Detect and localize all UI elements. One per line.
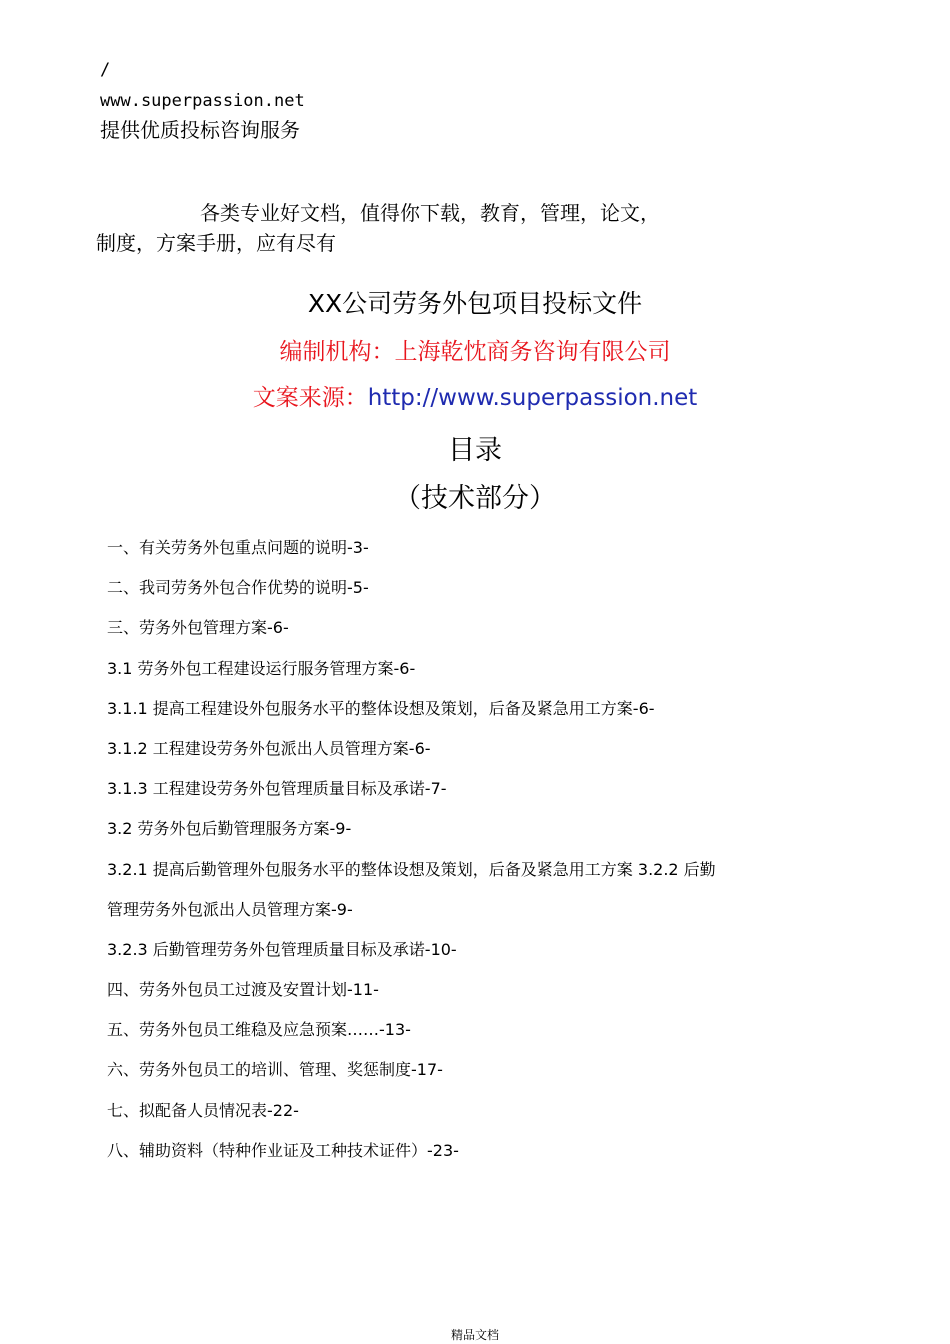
toc-item[interactable]: 一、有关劳务外包重点问题的说明-3-: [107, 538, 369, 557]
toc-item[interactable]: 3.1.3 工程建设劳务外包管理质量目标及承诺-7-: [107, 779, 447, 799]
toc-heading: 目录: [448, 435, 502, 466]
source-label: 文案来源：: [252, 385, 368, 411]
page-footer: 精品文档: [450, 1328, 499, 1342]
toc-item[interactable]: 3.1 劳务外包工程建设运行服务管理方案-6-: [107, 658, 416, 678]
document-title: XX公司劳务外包项目投标文件: [307, 289, 643, 318]
toc-item[interactable]: 四、劳务外包员工过渡及安置计划-11-: [107, 980, 379, 1000]
toc-item[interactable]: 二、我司劳务外包合作优势的说明-5-: [107, 578, 369, 598]
intro-line-2: 制度，方案手册，应有尽有: [96, 231, 336, 255]
toc-item[interactable]: 六、劳务外包员工的培训、管理、奖惩制度-17-: [107, 1060, 443, 1080]
header-tagline: 提供优质投标咨询服务: [100, 118, 300, 142]
toc-item[interactable]: 3.2 劳务外包后勤管理服务方案-9-: [107, 819, 352, 839]
toc-item[interactable]: 五、劳务外包员工维稳及应急预案……-13-: [107, 1020, 411, 1040]
compiler-line: 编制机构：上海乾忱商务咨询有限公司: [279, 339, 671, 365]
toc-item[interactable]: 3.1.2 工程建设劳务外包派出人员管理方案-6-: [107, 738, 431, 758]
toc-subheading: （技术部分）: [394, 483, 556, 514]
header-site-url[interactable]: www.superpassion.net: [100, 91, 305, 111]
toc-item[interactable]: 3.1.1 提高工程建设外包服务水平的整体设想及策划，后备及紧急用工方案-6-: [107, 698, 655, 718]
header-slash: /: [100, 60, 111, 80]
intro-line-1: 各类专业好文档，值得你下载，教育，管理，论文，: [200, 201, 660, 225]
source-url-link[interactable]: http://www.superpassion.net: [367, 385, 698, 411]
toc-item[interactable]: 三、劳务外包管理方案-6-: [107, 618, 289, 638]
toc-item[interactable]: 3.2.1 提高后勤管理外包服务水平的整体设想及策划，后备及紧急用工方案 3.2.2 后勤: [107, 859, 716, 879]
toc-item[interactable]: 八、辅助资料（特种作业证及工种技术证件）-23-: [107, 1140, 459, 1160]
toc-item[interactable]: 管理劳务外包派出人员管理方案-9-: [107, 899, 353, 919]
toc-list: [107, 532, 827, 1175]
toc-item[interactable]: 3.2.3 后勤管理劳务外包管理质量目标及承诺-10-: [107, 939, 457, 959]
source-line: [0, 379, 950, 412]
intro-paragraph: [96, 198, 716, 258]
toc-item[interactable]: 七、拟配备人员情况表-22-: [107, 1100, 299, 1120]
